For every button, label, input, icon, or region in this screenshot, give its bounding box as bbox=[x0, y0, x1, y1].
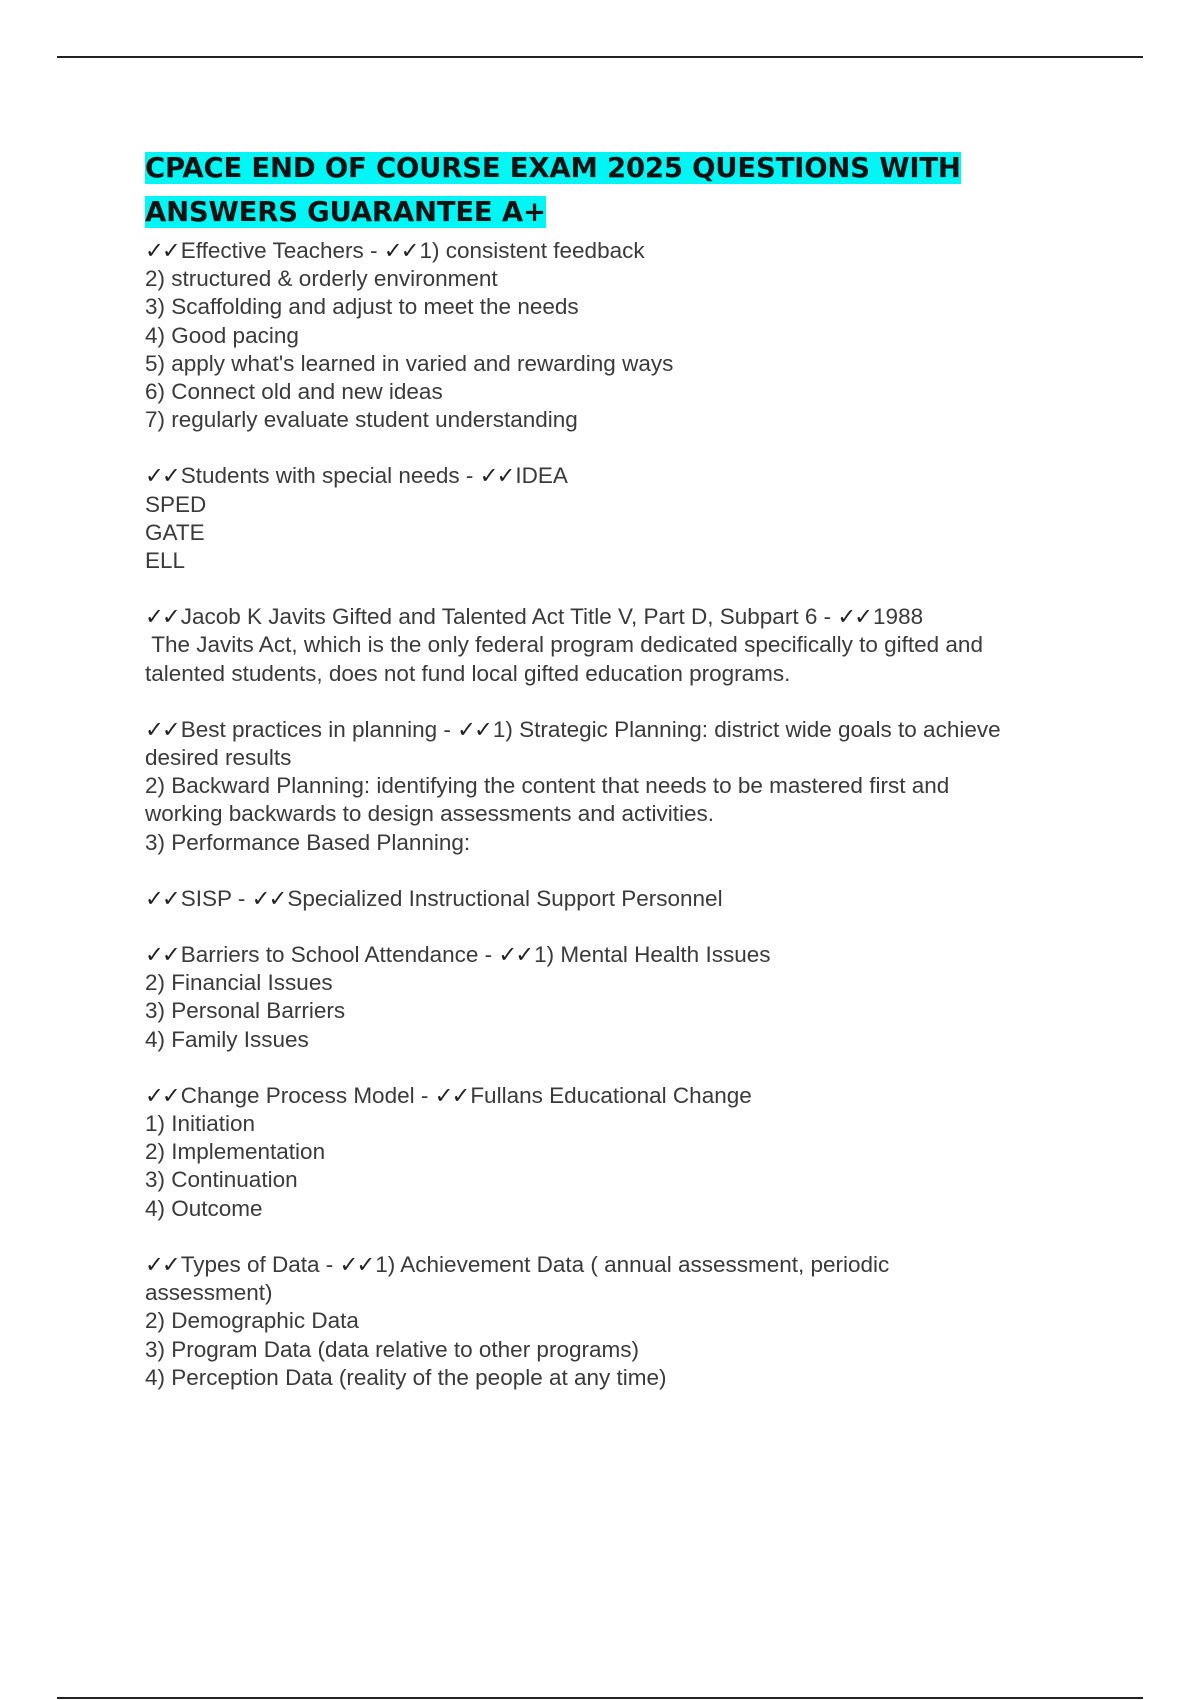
qa-answer-line: 3) Continuation bbox=[145, 1167, 298, 1193]
document-title bbox=[145, 146, 1085, 234]
document-body bbox=[145, 146, 1085, 1392]
qa-term: SISP - bbox=[180, 885, 252, 911]
check-mark-icon: ✓✓ bbox=[145, 885, 179, 911]
title-line-1: CPACE END OF COURSE EXAM 2025 QUESTIONS WITH bbox=[145, 152, 961, 184]
qa-answer-line: working backwards to design assessments and activities. bbox=[145, 801, 715, 827]
qa-question-line bbox=[145, 941, 1085, 969]
qa-answer-line: 4) Family Issues bbox=[145, 1026, 309, 1052]
qa-answer-line: The Javits Act, which is the only federal program dedicated specifically to gifted and bbox=[145, 632, 983, 658]
check-mark-icon: ✓✓ bbox=[251, 885, 286, 911]
entry-spacer bbox=[145, 434, 1085, 462]
qa-entry bbox=[145, 716, 1085, 857]
entry-spacer bbox=[145, 1054, 1085, 1082]
qa-question-line bbox=[145, 716, 1085, 744]
qa-answer-line: 2) Implementation bbox=[145, 1139, 326, 1165]
qa-answer-line: 4) Outcome bbox=[145, 1195, 263, 1221]
qa-answer-line: GATE bbox=[145, 519, 205, 545]
qa-answer-first: Specialized Instructional Support Personnel bbox=[287, 885, 723, 911]
qa-question-line bbox=[145, 1251, 1085, 1279]
qa-list bbox=[145, 237, 1085, 1392]
entry-spacer bbox=[145, 688, 1085, 716]
qa-entry bbox=[145, 1082, 1085, 1223]
qa-term: Barriers to School Attendance - bbox=[180, 942, 499, 968]
check-mark-icon: ✓✓ bbox=[145, 716, 179, 742]
qa-answer-first: 1) Strategic Planning: district wide goals to achieve bbox=[492, 716, 1001, 742]
qa-answer-line: 3) Performance Based Planning: bbox=[145, 829, 471, 855]
qa-answer-line: talented students, does not fund local gifted education programs. bbox=[145, 660, 791, 686]
qa-answer-line: 2) Demographic Data bbox=[145, 1308, 359, 1334]
entry-spacer bbox=[145, 913, 1085, 941]
qa-entry bbox=[145, 1251, 1085, 1392]
check-mark-icon: ✓✓ bbox=[434, 1082, 469, 1108]
qa-answer-line: 2) Backward Planning: identifying the content that needs to be mastered first and bbox=[145, 773, 950, 799]
qa-answer-line: 1) Initiation bbox=[145, 1111, 256, 1137]
qa-term: Change Process Model - bbox=[180, 1082, 435, 1108]
qa-entry bbox=[145, 941, 1085, 1054]
qa-term: Types of Data - bbox=[180, 1251, 340, 1277]
qa-question-line bbox=[145, 1082, 1085, 1110]
qa-term: Effective Teachers - bbox=[180, 238, 384, 263]
qa-question-line bbox=[145, 885, 1085, 913]
qa-answer-first: 1) consistent feedback bbox=[419, 238, 645, 263]
qa-question-line bbox=[145, 237, 1085, 265]
qa-answer-line: desired results bbox=[145, 745, 292, 771]
entry-spacer bbox=[145, 857, 1085, 885]
qa-answer-line: 4) Perception Data (reality of the people at any time) bbox=[145, 1364, 667, 1390]
qa-answer-line: ELL bbox=[145, 548, 186, 574]
qa-answer-line: 5) apply what's learned in varied and rewarding ways bbox=[145, 350, 674, 376]
qa-answer-line: 7) regularly evaluate student understanding bbox=[145, 407, 578, 433]
check-mark-icon: ✓✓ bbox=[837, 604, 872, 630]
check-mark-icon: ✓✓ bbox=[145, 604, 179, 630]
qa-question-line bbox=[145, 603, 1085, 631]
title-line-2: ANSWERS GUARANTEE A+ bbox=[145, 196, 546, 228]
qa-entry bbox=[145, 237, 1085, 434]
entry-spacer bbox=[145, 1223, 1085, 1251]
qa-answer-line: 2) structured & orderly environment bbox=[145, 266, 498, 292]
check-mark-icon: ✓✓ bbox=[145, 1082, 179, 1108]
footer-rule bbox=[57, 1697, 1143, 1699]
qa-term: Jacob K Javits Gifted and Talented Act Title V, Part D, Subpart 6 - bbox=[180, 604, 838, 630]
qa-answer-line: assessment) bbox=[145, 1280, 273, 1306]
qa-answer-first: 1) Achievement Data ( annual assessment, periodic bbox=[375, 1251, 890, 1277]
qa-answer-line: SPED bbox=[145, 491, 207, 517]
check-mark-icon: ✓✓ bbox=[145, 463, 179, 489]
qa-answer-line: 2) Financial Issues bbox=[145, 970, 333, 996]
check-mark-icon: ✓✓ bbox=[479, 463, 514, 489]
check-mark-icon: ✓✓ bbox=[145, 238, 179, 263]
qa-entry bbox=[145, 462, 1085, 575]
qa-term: Students with special needs - bbox=[180, 463, 480, 489]
check-mark-icon: ✓✓ bbox=[145, 942, 179, 968]
qa-answer-first: IDEA bbox=[515, 463, 568, 489]
entry-spacer bbox=[145, 575, 1085, 603]
qa-entry bbox=[145, 885, 1085, 913]
qa-answer-line: 3) Personal Barriers bbox=[145, 998, 346, 1024]
qa-term: Best practices in planning - bbox=[180, 716, 458, 742]
header-rule bbox=[57, 56, 1143, 58]
qa-answer-line: 3) Program Data (data relative to other programs) bbox=[145, 1336, 639, 1362]
qa-question-line bbox=[145, 462, 1085, 490]
qa-answer-first: Fullans Educational Change bbox=[470, 1082, 752, 1108]
check-mark-icon: ✓✓ bbox=[339, 1251, 374, 1277]
qa-answer-line: 3) Scaffolding and adjust to meet the needs bbox=[145, 294, 579, 320]
check-mark-icon: ✓✓ bbox=[145, 1251, 179, 1277]
check-mark-icon: ✓✓ bbox=[457, 716, 491, 742]
qa-answer-first: 1) Mental Health Issues bbox=[534, 942, 771, 968]
check-mark-icon: ✓✓ bbox=[498, 942, 533, 968]
qa-entry bbox=[145, 603, 1085, 688]
qa-answer-line: 6) Connect old and new ideas bbox=[145, 379, 443, 405]
qa-answer-first: 1988 bbox=[873, 604, 924, 630]
qa-answer-line: 4) Good pacing bbox=[145, 322, 299, 348]
check-mark-icon: ✓✓ bbox=[383, 238, 418, 263]
